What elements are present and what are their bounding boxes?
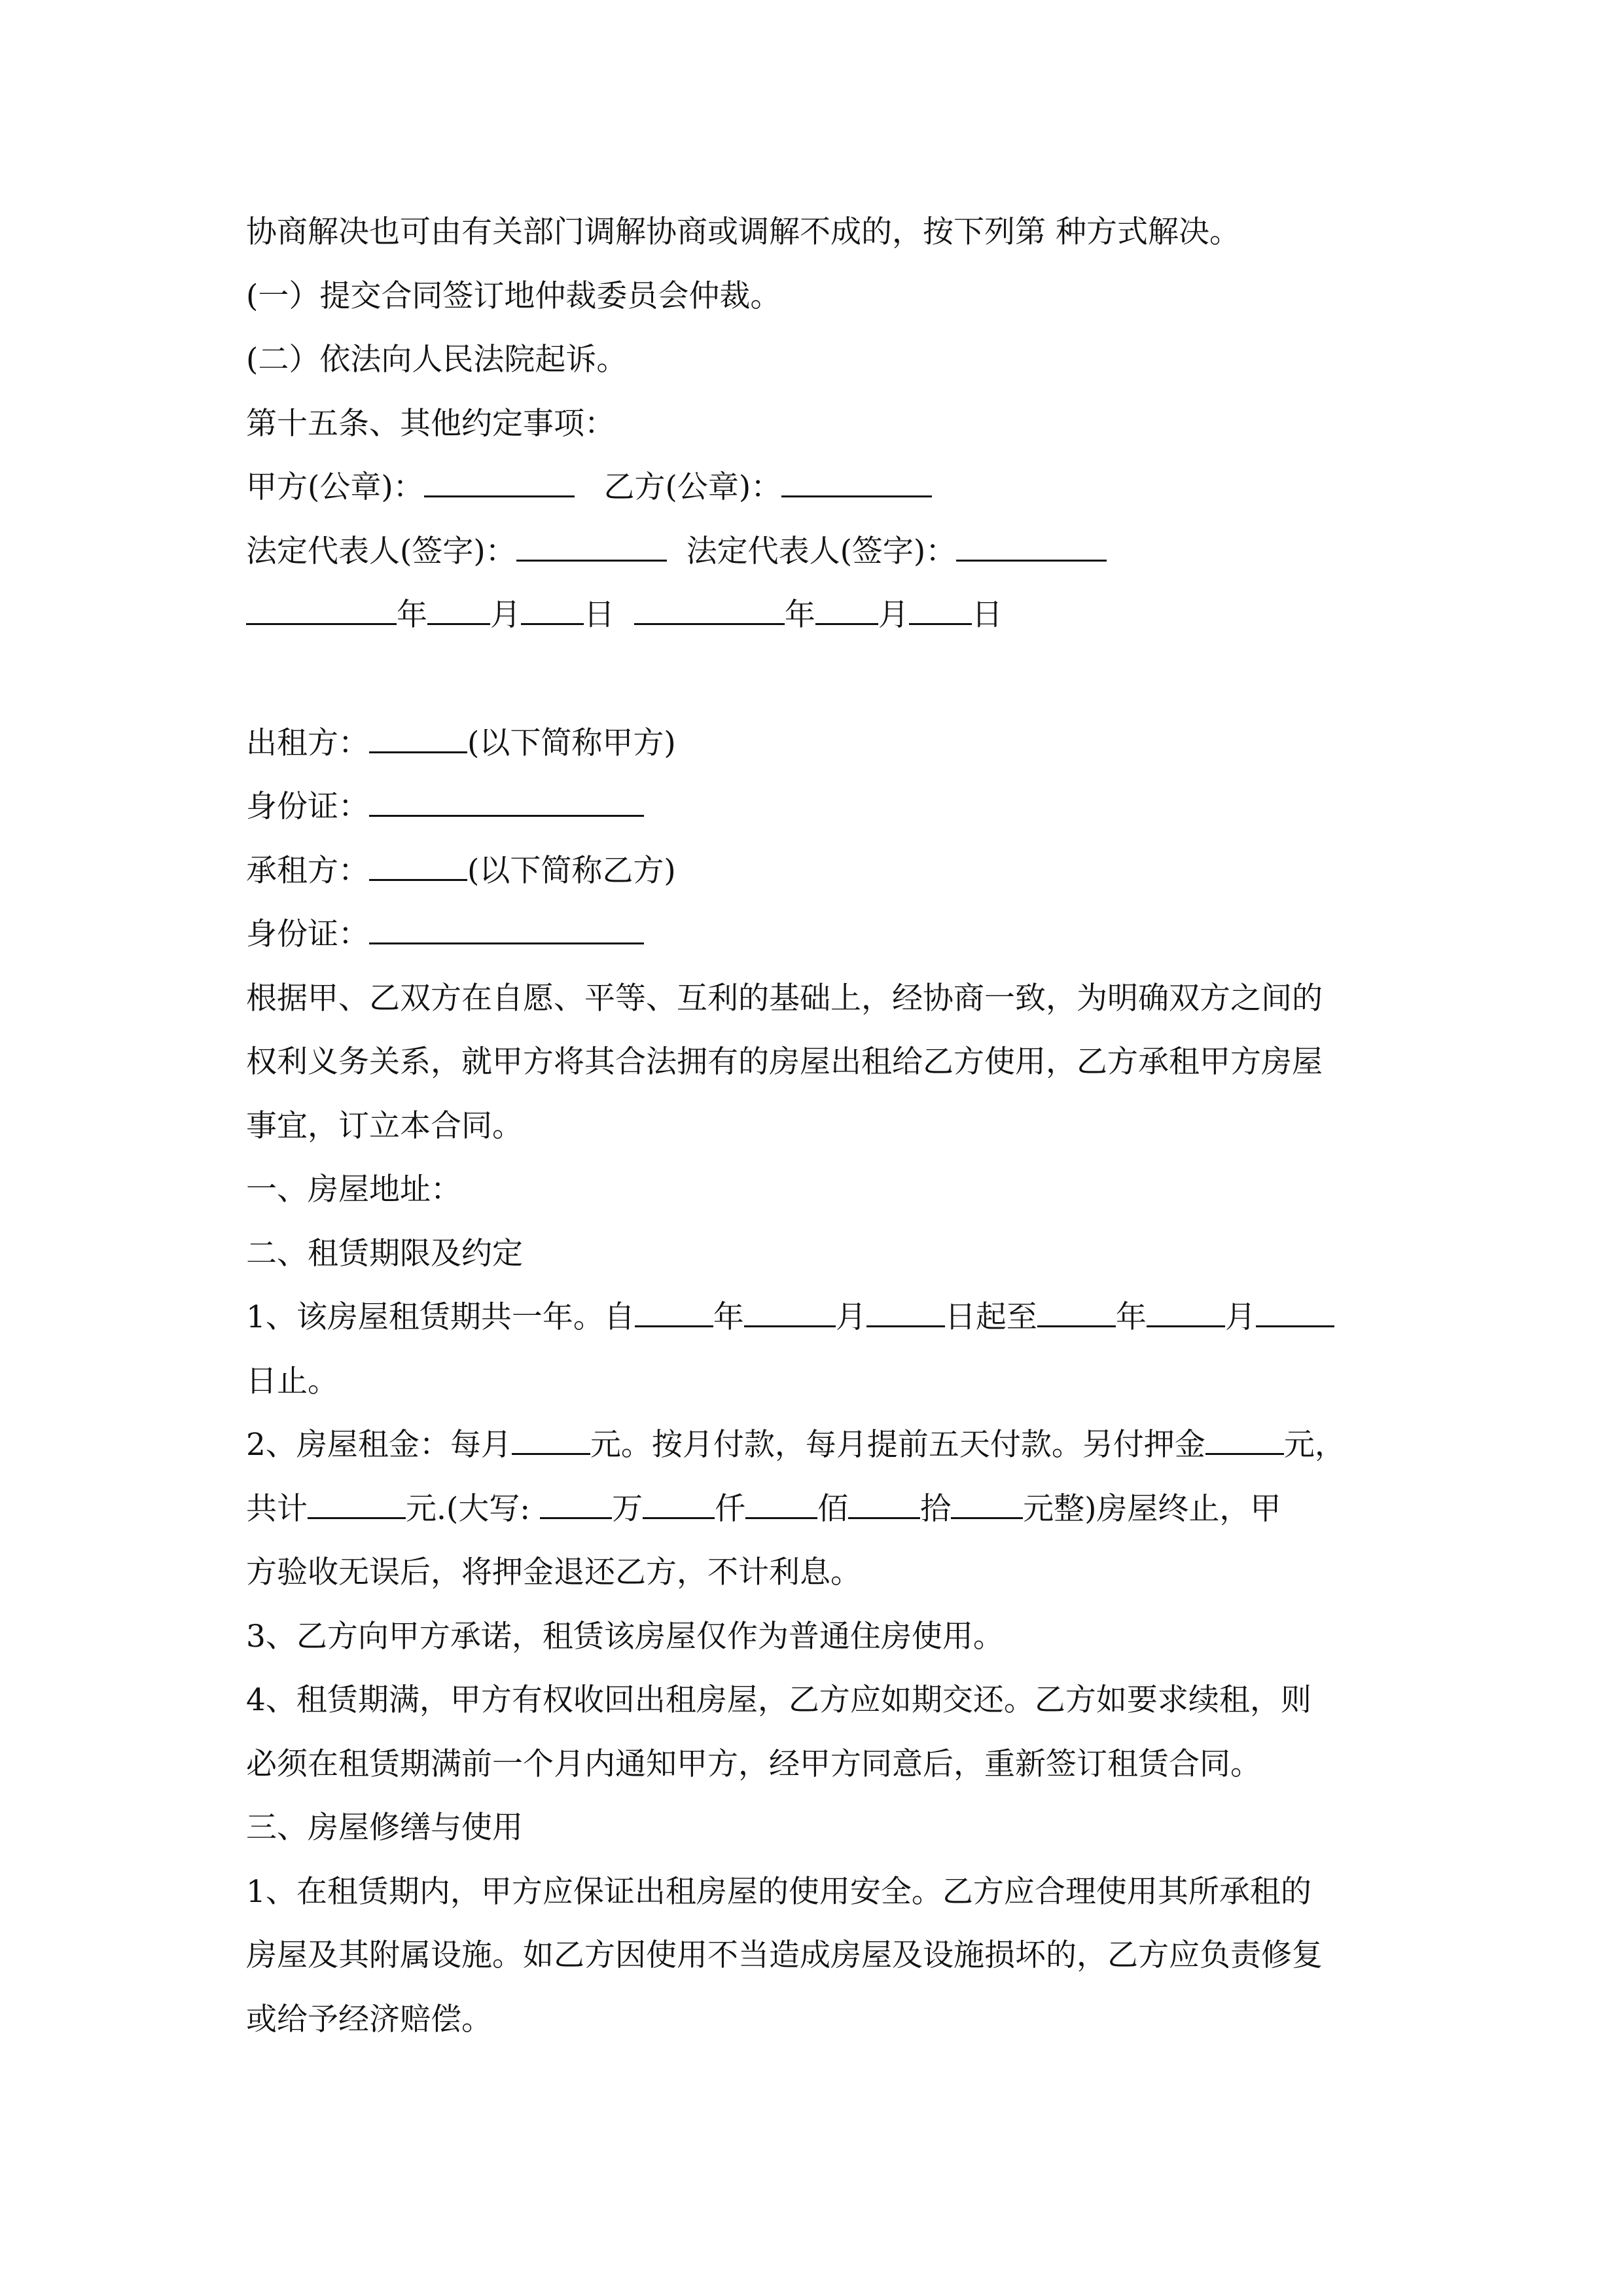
date-b-year-blank[interactable] bbox=[634, 590, 785, 625]
rent-line-2 bbox=[246, 1477, 1385, 1541]
lessor-line bbox=[246, 711, 1385, 776]
signature-date-line bbox=[246, 583, 1385, 647]
party-b-seal-label: 乙方(公章)： bbox=[603, 469, 782, 505]
lessor-id-label: 身份证： bbox=[246, 789, 369, 825]
term-start-day-blank[interactable] bbox=[866, 1293, 945, 1327]
rent-line-1 bbox=[246, 1413, 1385, 1477]
caps-qian-blank[interactable] bbox=[643, 1484, 715, 1519]
lessee-label: 承租方： bbox=[246, 852, 369, 889]
clause-4-line-1: 4、租赁期满，甲方有权收回出租房屋，乙方应如期交还。乙方如要求续租，则 bbox=[246, 1682, 1311, 1718]
option-arbitration: (一）提交合同签订地仲裁委员会仲裁。 bbox=[246, 278, 781, 314]
option-lawsuit: (二）依法向人民法院起诉。 bbox=[246, 342, 628, 378]
clause-3: 3、乙方向甲方承诺，租赁该房屋仅作为普通住房使用。 bbox=[246, 1618, 1004, 1655]
term-start-year-blank[interactable] bbox=[635, 1293, 713, 1327]
lessor-label: 出租方： bbox=[246, 725, 369, 761]
paragraph-dispute-resolution: 协商解决也可由有关部门调解协商或调解不成的，按下列第 种方式解决。 bbox=[246, 214, 1240, 250]
term-start-month-blank[interactable] bbox=[744, 1293, 836, 1327]
lessee-line bbox=[246, 839, 1385, 903]
term-prefix: 1、该房屋租赁期共一年。自 bbox=[246, 1299, 635, 1335]
term-end-day-blank[interactable] bbox=[1256, 1293, 1334, 1327]
repair-clause-line-3: 或给予经济赔偿。 bbox=[246, 2001, 492, 2037]
rep-b-blank[interactable] bbox=[956, 527, 1107, 562]
date-a-day: 日 bbox=[584, 597, 615, 633]
rep-a-label: 法定代表人(签字)： bbox=[246, 533, 516, 569]
section-gap bbox=[246, 647, 1385, 711]
date-a-day-blank[interactable] bbox=[521, 590, 584, 625]
repair-clause-line-2: 房屋及其附属设施。如乙方因使用不当造成房屋及设施损坏的，乙方应负责修复 bbox=[246, 1937, 1323, 1973]
rent-yuan-1: 元。按月付款，每月提前五天付款。另付押金 bbox=[590, 1427, 1205, 1463]
intro-line-2: 权利义务关系，就甲方将其合法拥有的房屋出租给乙方使用，乙方承租甲方房屋 bbox=[246, 1044, 1323, 1080]
seal-line bbox=[246, 456, 1385, 520]
lessee-note: (以下简称乙方) bbox=[467, 852, 676, 889]
clause-4-line-2: 必须在租赁期满前一个月内通知甲方，经甲方同意后，重新签订租赁合同。 bbox=[246, 1746, 1261, 1782]
rent-total: 共计 bbox=[246, 1490, 308, 1527]
term-start: 日起至 bbox=[944, 1299, 1037, 1335]
section-house-address: 一、房屋地址： bbox=[246, 1172, 461, 1208]
term-line-1 bbox=[246, 1285, 1385, 1350]
date-a-year: 年 bbox=[397, 597, 427, 633]
date-b-month-blank[interactable] bbox=[815, 590, 878, 625]
date-a-month-blank[interactable] bbox=[427, 590, 490, 625]
lessee-id-blank[interactable] bbox=[369, 910, 644, 944]
date-a-month: 月 bbox=[490, 597, 521, 633]
term-end-month-blank[interactable] bbox=[1147, 1293, 1225, 1327]
caps-yuan-blank[interactable] bbox=[951, 1484, 1023, 1519]
section-repair-use: 三、房屋修缮与使用 bbox=[246, 1810, 523, 1846]
term-line-2: 日止。 bbox=[246, 1363, 338, 1399]
lessor-id-line bbox=[246, 775, 1385, 839]
intro-line-1: 根据甲、乙双方在自愿、平等、互利的基础上，经协商一致，为明确双方之间的 bbox=[246, 980, 1323, 1016]
section-lease-term: 二、租赁期限及约定 bbox=[246, 1235, 523, 1272]
term-end-year-blank[interactable] bbox=[1037, 1293, 1116, 1327]
caps-bai-blank[interactable] bbox=[745, 1484, 817, 1519]
rent-prefix: 2、房屋租金：每月 bbox=[246, 1427, 512, 1463]
caps-wan-blank[interactable] bbox=[540, 1484, 612, 1519]
date-a-year-blank[interactable] bbox=[246, 590, 397, 625]
lessor-note: (以下简称甲方) bbox=[467, 725, 676, 761]
term-month-2: 月 bbox=[1224, 1299, 1256, 1335]
lessor-name-blank[interactable] bbox=[369, 719, 467, 753]
date-b-month: 月 bbox=[878, 597, 909, 633]
article-15-heading: 第十五条、其他约定事项： bbox=[246, 405, 615, 442]
deposit-blank[interactable] bbox=[1205, 1420, 1284, 1455]
rep-b-label: 法定代表人(签字)： bbox=[686, 533, 957, 569]
term-year: 年 bbox=[713, 1299, 744, 1335]
repair-clause-line-1: 1、在租赁期内，甲方应保证出租房屋的使用安全。乙方应合理使用其所承租的 bbox=[246, 1873, 1311, 1910]
representative-line bbox=[246, 520, 1385, 584]
document-body bbox=[246, 200, 1385, 2051]
rent-line-3: 方验收无误后，将押金退还乙方，不计利息。 bbox=[246, 1554, 861, 1590]
lessee-name-blank[interactable] bbox=[369, 846, 467, 881]
date-b-year: 年 bbox=[784, 597, 815, 633]
party-b-seal-blank[interactable] bbox=[781, 463, 932, 497]
term-month: 月 bbox=[835, 1299, 866, 1335]
monthly-rent-blank[interactable] bbox=[512, 1420, 590, 1455]
total-blank[interactable] bbox=[308, 1484, 406, 1519]
rep-a-blank[interactable] bbox=[516, 527, 667, 562]
rent-yuan-2: 元， bbox=[1283, 1427, 1346, 1463]
lessor-id-blank[interactable] bbox=[369, 782, 644, 817]
party-a-seal-blank[interactable] bbox=[424, 463, 575, 497]
intro-line-3: 事宜，订立本合同。 bbox=[246, 1107, 523, 1144]
party-a-seal-label: 甲方(公章)： bbox=[246, 469, 424, 505]
caps-shi-blank[interactable] bbox=[848, 1484, 920, 1519]
rent-end: 元整)房屋终止，甲 bbox=[1023, 1490, 1281, 1527]
date-b-day: 日 bbox=[971, 597, 1003, 633]
rent-wan: 万 bbox=[612, 1490, 643, 1527]
lessee-id-label: 身份证： bbox=[246, 916, 369, 952]
rent-bai: 佰 bbox=[817, 1490, 849, 1527]
rent-shi: 拾 bbox=[920, 1490, 952, 1527]
rent-caps: 元.(大写: bbox=[406, 1490, 531, 1527]
date-b-day-blank[interactable] bbox=[909, 590, 972, 625]
rent-qian: 仟 bbox=[715, 1490, 746, 1527]
term-year-2: 年 bbox=[1115, 1299, 1147, 1335]
lessee-id-line bbox=[246, 903, 1385, 967]
